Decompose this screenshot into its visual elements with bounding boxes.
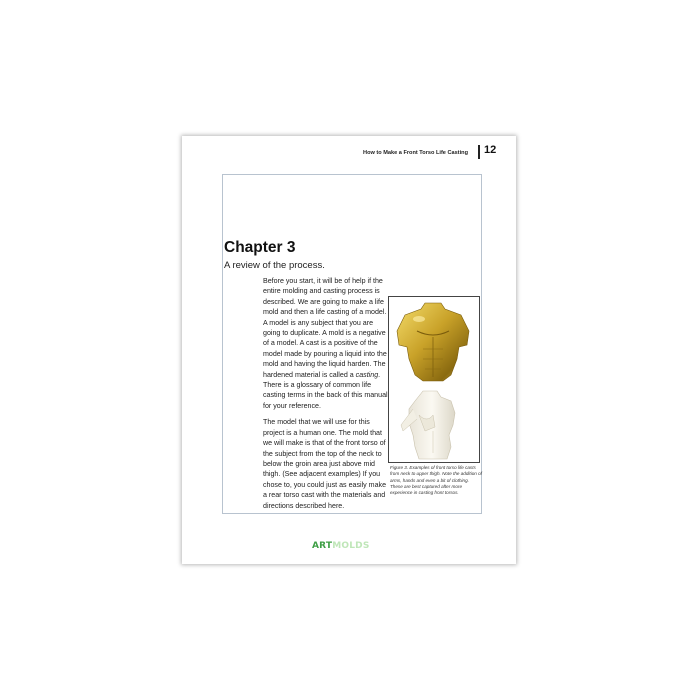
header-divider	[478, 145, 480, 159]
figure-box	[388, 296, 480, 463]
figure-illustration	[389, 297, 479, 462]
chapter-subtitle: A review of the process.	[224, 260, 325, 271]
chapter-title: Chapter 3	[224, 239, 296, 256]
running-header-title: How to Make a Front Torso Life Casting	[363, 150, 468, 156]
document-page	[182, 136, 516, 564]
casting-term: casting	[355, 370, 379, 379]
white-torso-image	[401, 391, 455, 459]
paragraph-1: Before you start, it will be of help if the entire molding and casting process is described. We are going to make a life mold and then a life casting of a model. A model is any subject that you are going to duplicate. A mold is a negative of a model. A cast is a positive of the model made by pouring a liquid into the mold and having the liquid harden. The hardened material is called a casting. There is a glossary of common life casting terms in the back of this manual for your reference.	[263, 277, 388, 410]
page-number: 12	[484, 144, 497, 156]
paragraph-2: The model that we will use for this project is a human one. The mold that we will make is that of the front torso of the subject from the top of the neck to below the groin area just above mid thigh. (See adjacent examples) If you chose to, you could just as easily make a rear torso cast with the materials and directions described here.	[263, 418, 387, 510]
gold-torso-image	[397, 303, 469, 381]
artmolds-logo: ARTMOLDS	[312, 541, 370, 551]
figure-caption: Figure 3. Examples of front torso life casts from neck to upper thigh. Note the addition of arms, hands and even a bit of clothing. These are best captured after more experience in casting front torsos.	[390, 465, 482, 496]
body-text	[263, 276, 389, 517]
